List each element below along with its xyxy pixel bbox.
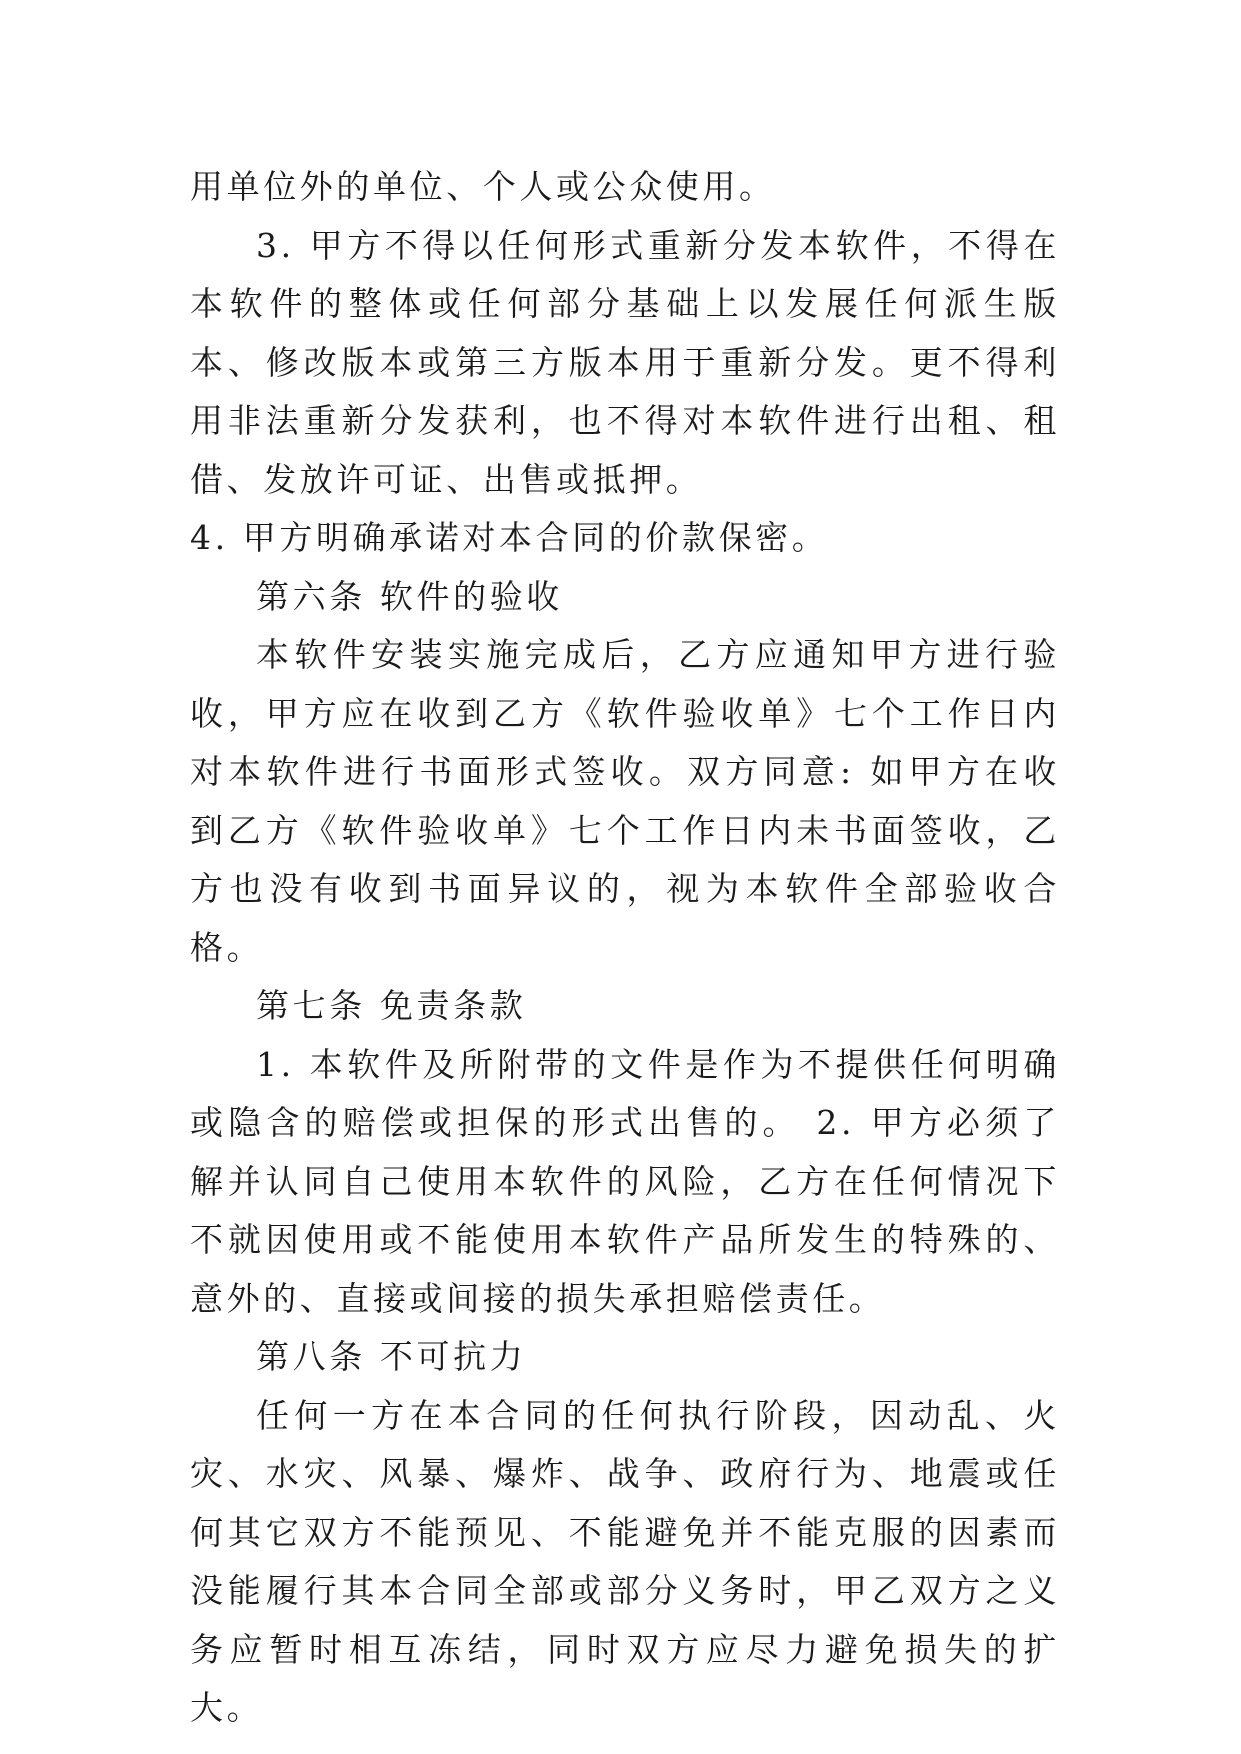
paragraph-disclaimer: 1. 本软件及所附带的文件是作为不提供任何明确或隐含的赔偿或担保的形式出售的。 2. 甲方必须了解并认同自己使用本软件的风险，乙方在任何情况下不就因使用或不能使用本软件产品所发生的特殊的、意外的、直接或间接的损失承担赔偿责任。: [190, 1044, 1060, 1318]
paragraph-clause-3: 3. 甲方不得以任何形式重新分发本软件，不得在本软件的整体或任何部分基础上以发展任何派生版本、修改版本或第三方版本用于重新分发。更不得利用非法重新分发获利，也不得对本软件进行出租、租借、发放许可证、出售或抵押。: [190, 225, 1060, 499]
paragraph-acceptance: 本软件安装实施完成后，乙方应通知甲方进行验收，甲方应在收到乙方《软件验收单》七个工作日内对本软件进行书面形式签收。双方同意: 如甲方在收到乙方《软件验收单》七个工作日内未书面签收，乙方也没有收到书面异议的，视为本软件全部验收合格。: [190, 635, 1060, 967]
heading-article-8: 第八条 不可抗力: [256, 1337, 527, 1376]
paragraph-continuation: 用单位外的单位、个人或公众使用。: [190, 167, 776, 206]
paragraph-clause-4: 4. 甲方明确承诺对本合同的价款保密。: [190, 518, 829, 557]
document-body: [190, 158, 1060, 1738]
paragraph-force-majeure: 任何一方在本合同的任何执行阶段，因动乱、火灾、水灾、风暴、爆炸、战争、政府行为、地震或任何其它双方不能预见、不能避免并不能克服的因素而没能履行其本合同全部或部分义务时，甲乙双方之义务应暂时相互冻结，同时双方应尽力避免损失的扩大。: [190, 1395, 1060, 1727]
heading-article-7: 第七条 免责条款: [256, 986, 527, 1025]
heading-article-6: 第六条 软件的验收: [256, 576, 563, 616]
